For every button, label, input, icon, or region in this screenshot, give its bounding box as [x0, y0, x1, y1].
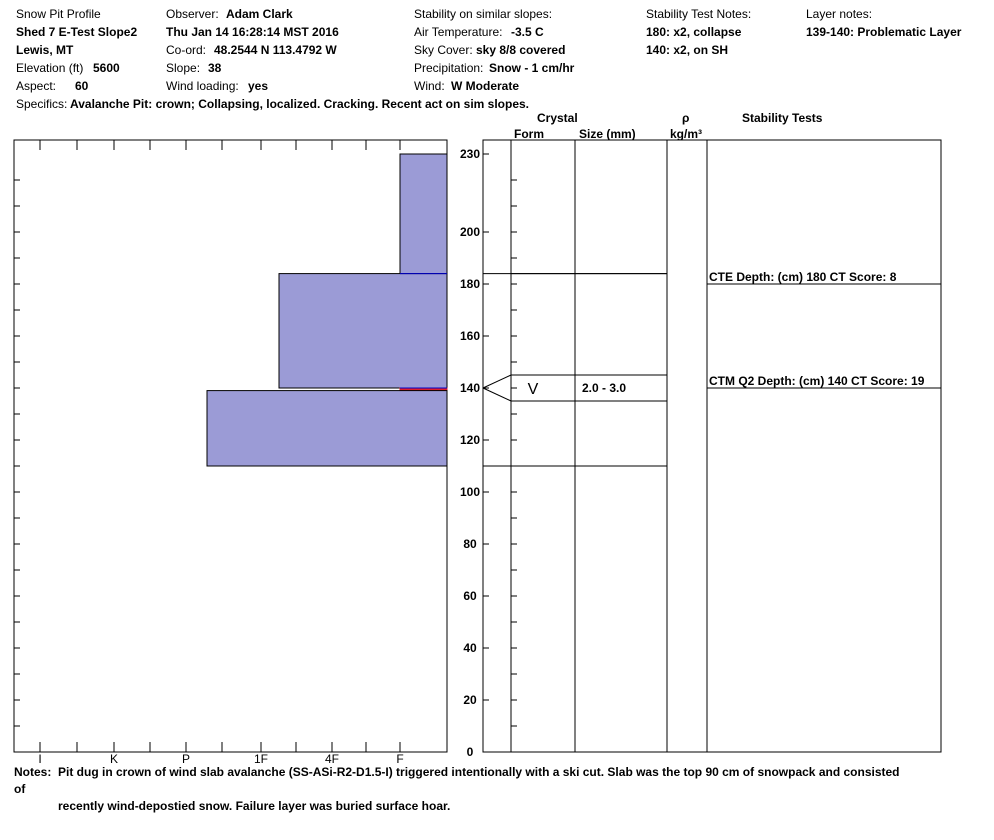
layer-table-frame	[483, 140, 941, 752]
depth-label-230: 230	[459, 147, 481, 161]
layer-notes-label: Layer notes:	[806, 7, 873, 21]
hardness-label-4F: 4F	[324, 752, 340, 766]
aspect-label: Aspect:	[16, 79, 57, 93]
stability-note-2: 140: x2, on SH	[646, 43, 729, 57]
stability-notes-label: Stability Test Notes:	[646, 7, 752, 21]
rho-unit-header: kg/m³	[670, 127, 703, 141]
datetime: Thu Jan 14 16:28:14 MST 2016	[166, 25, 339, 39]
wind-loading-label: Wind loading:	[166, 79, 239, 93]
depth-label-200: 200	[459, 225, 481, 239]
stability-similar-label: Stability on similar slopes:	[414, 7, 553, 21]
notes-line-2: recently wind-depostied snow. Failure layer was buried surface hoar.	[58, 799, 451, 813]
grain-connector-bottom	[483, 388, 511, 401]
depth-label-140: 140	[459, 381, 481, 395]
grain-form-symbol: V	[527, 381, 539, 398]
depth-label-80: 80	[463, 537, 477, 551]
elevation-label: Elevation (ft)	[16, 61, 84, 75]
depth-label-180: 180	[459, 277, 481, 291]
hardness-label-I: I	[38, 752, 42, 766]
sky-cover-label: Sky Cover:	[414, 43, 473, 57]
grain-size-label: 2.0 - 3.0	[581, 381, 627, 395]
profile-title: Snow Pit Profile	[16, 7, 101, 21]
wind-value: W Moderate	[451, 79, 520, 93]
crystal-header: Crystal	[537, 111, 578, 125]
notes-label: Notes:	[14, 765, 52, 779]
notes-line-1: Pit dug in crown of wind slab avalanche (SS-ASi-R2-D1.5-I) triggered intentionally with a ski cut. Slab was the top 90 cm of snowpack and consisted of	[14, 765, 900, 796]
hardness-layer-2	[279, 274, 447, 388]
location-name: Shed 7 E-Test Slope2	[16, 25, 138, 39]
wind-loading-value: yes	[248, 79, 269, 93]
stability-tests-header: Stability Tests	[742, 111, 823, 125]
grain-connector-top	[483, 375, 511, 388]
specifics-label: Specifics:	[16, 97, 68, 111]
aspect-value: 60	[75, 79, 89, 93]
hardness-label-F: F	[396, 752, 404, 766]
stability-note-1: 180: x2, collapse	[646, 25, 742, 39]
region: Lewis, MT	[16, 43, 74, 57]
depth-label-160: 160	[459, 329, 481, 343]
size-header: Size (mm)	[579, 127, 636, 141]
hardness-label-P: P	[181, 752, 191, 766]
wind-label: Wind:	[414, 79, 445, 93]
coord-value: 48.2544 N 113.4792 W	[214, 43, 337, 57]
layer-notes-value: 139-140: Problematic Layer	[806, 25, 962, 39]
stability-test-label-2: CTM Q2 Depth: (cm) 140 CT Score: 19	[709, 374, 925, 388]
depth-label-20: 20	[463, 693, 477, 707]
specifics-value: Avalanche Pit: crown; Collapsing, localized. Cracking. Recent act on sim slopes.	[70, 97, 530, 111]
stability-test-label-1: CTE Depth: (cm) 180 CT Score: 8	[709, 270, 897, 284]
hardness-label-K: K	[109, 752, 119, 766]
elevation-value: 5600	[93, 61, 120, 75]
hardness-label-1F: 1F	[253, 752, 269, 766]
precip-label: Precipitation:	[414, 61, 484, 75]
sky-cover-value: sky 8/8 covered	[476, 43, 566, 57]
slope-label: Slope:	[166, 61, 201, 75]
depth-label-0: 0	[466, 745, 474, 759]
hardness-layer-1	[400, 154, 447, 274]
slope-value: 38	[208, 61, 222, 75]
hardness-layer-4	[207, 391, 447, 466]
air-temp-label: Air Temperature:	[414, 25, 503, 39]
depth-label-100: 100	[459, 485, 481, 499]
air-temp-value: -3.5 C	[511, 25, 544, 39]
observer-value: Adam Clark	[226, 7, 293, 21]
precip-value: Snow - 1 cm/hr	[489, 61, 575, 75]
coord-label: Co-ord:	[166, 43, 207, 57]
depth-label-40: 40	[463, 641, 477, 655]
rho-header: ρ	[682, 111, 690, 125]
observer-label: Observer:	[166, 7, 219, 21]
depth-label-60: 60	[463, 589, 477, 603]
depth-label-120: 120	[459, 433, 481, 447]
form-header: Form	[514, 127, 544, 141]
notes	[14, 764, 914, 815]
